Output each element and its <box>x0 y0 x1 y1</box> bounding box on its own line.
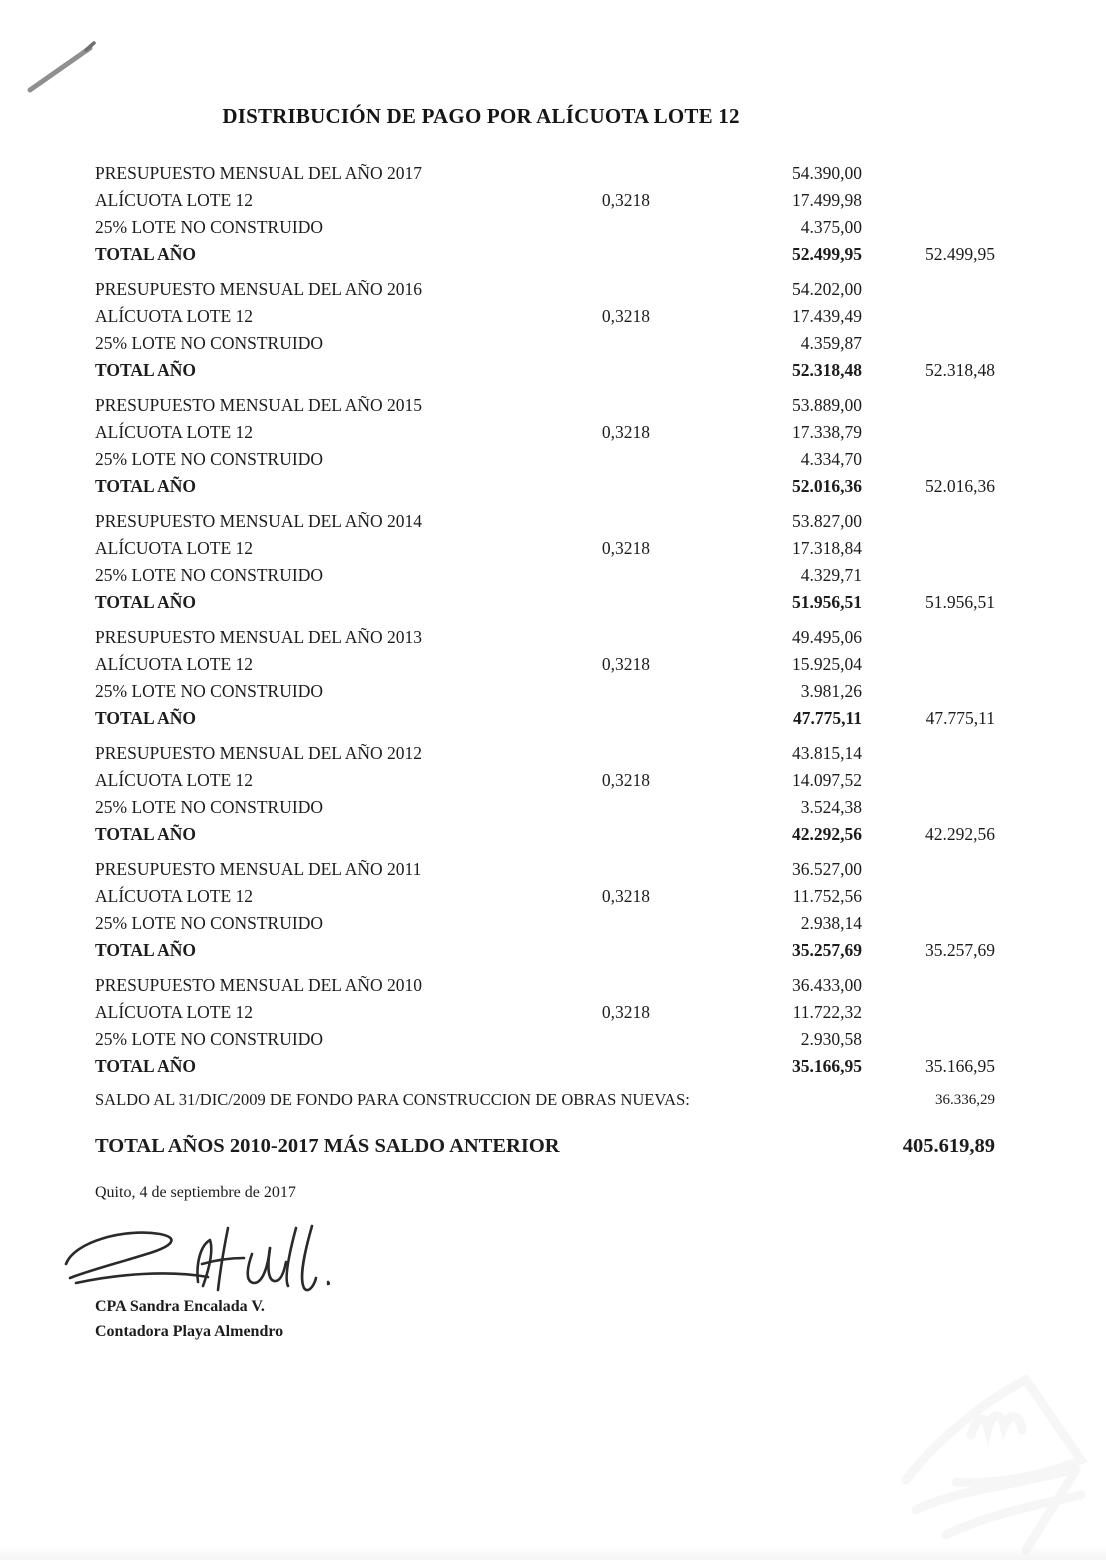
total-ano-row <box>0 705 1106 732</box>
total-ano-value-right: 52.318,48 <box>925 360 995 380</box>
alicuota-value: 11.722,32 <box>792 1002 862 1022</box>
lote-no-construido-value: 3.981,26 <box>800 681 862 701</box>
date-line: Quito, 4 de septiembre de 2017 <box>95 1184 296 1201</box>
presupuesto-value: 36.527,00 <box>792 859 862 879</box>
presupuesto-label: PRESUPUESTO MENSUAL DEL AÑO 2012 <box>95 743 423 763</box>
presupuesto-row <box>0 740 1106 767</box>
alicuota-label: ALÍCUOTA LOTE 12 <box>95 190 254 210</box>
alicuota-value: 17.439,49 <box>792 306 862 326</box>
presupuesto-row <box>0 856 1106 883</box>
total-ano-row <box>0 589 1106 616</box>
lote-no-construido-row <box>0 910 1106 937</box>
presupuesto-value: 53.889,00 <box>792 395 862 415</box>
lote-no-construido-row <box>0 678 1106 705</box>
alicuota-row <box>0 999 1106 1026</box>
total-ano-label: TOTAL AÑO <box>95 708 196 728</box>
alicuota-factor: 0,3218 <box>601 538 650 558</box>
alicuota-row <box>0 883 1106 910</box>
total-ano-label: TOTAL AÑO <box>95 244 196 264</box>
presupuesto-row <box>0 392 1106 419</box>
grand-total-value: 405.619,89 <box>902 1135 995 1157</box>
lote-no-construido-label: 25% LOTE NO CONSTRUIDO <box>95 681 323 701</box>
lote-no-construido-label: 25% LOTE NO CONSTRUIDO <box>95 565 323 585</box>
alicuota-label: ALÍCUOTA LOTE 12 <box>95 770 254 790</box>
total-ano-value-right: 42.292,56 <box>925 824 995 844</box>
lote-no-construido-row <box>0 330 1106 357</box>
presupuesto-row <box>0 508 1106 535</box>
presupuesto-label: PRESUPUESTO MENSUAL DEL AÑO 2011 <box>95 859 422 879</box>
total-ano-row <box>0 1053 1106 1080</box>
alicuota-value: 17.318,84 <box>792 538 862 558</box>
presupuesto-row <box>0 160 1106 187</box>
watermark-logo <box>876 1340 1106 1560</box>
total-ano-row <box>0 357 1106 384</box>
year-block <box>0 740 1106 849</box>
lote-no-construido-row <box>0 214 1106 241</box>
total-ano-label: TOTAL AÑO <box>95 940 196 960</box>
year-blocks <box>0 160 1106 1088</box>
alicuota-factor: 0,3218 <box>601 306 650 326</box>
alicuota-label: ALÍCUOTA LOTE 12 <box>95 1002 254 1022</box>
year-block <box>0 508 1106 617</box>
total-ano-value-right: 35.166,95 <box>925 1056 995 1076</box>
alicuota-factor: 0,3218 <box>601 190 650 210</box>
presupuesto-label: PRESUPUESTO MENSUAL DEL AÑO 2017 <box>95 163 423 183</box>
total-ano-value: 47.775,11 <box>792 708 862 728</box>
alicuota-factor: 0,3218 <box>601 1002 650 1022</box>
total-ano-value-right: 47.775,11 <box>925 708 995 728</box>
total-ano-value-right: 52.016,36 <box>925 476 995 496</box>
total-ano-value: 52.318,48 <box>792 360 862 380</box>
presupuesto-label: PRESUPUESTO MENSUAL DEL AÑO 2010 <box>95 975 423 995</box>
total-ano-value: 52.499,95 <box>792 244 862 264</box>
total-ano-row <box>0 937 1106 964</box>
grand-total-label: TOTAL AÑOS 2010-2017 MÁS SALDO ANTERIOR <box>95 1135 560 1157</box>
signer-title: Contadora Playa Almendro <box>95 1323 284 1340</box>
presupuesto-value: 36.433,00 <box>792 975 862 995</box>
total-ano-label: TOTAL AÑO <box>95 824 196 844</box>
total-ano-label: TOTAL AÑO <box>95 476 196 496</box>
alicuota-label: ALÍCUOTA LOTE 12 <box>95 422 254 442</box>
lote-no-construido-value: 4.359,87 <box>800 333 862 353</box>
scan-edge-shadow <box>0 1546 1106 1560</box>
alicuota-value: 17.338,79 <box>792 422 862 442</box>
alicuota-row <box>0 187 1106 214</box>
presupuesto-label: PRESUPUESTO MENSUAL DEL AÑO 2014 <box>95 511 423 531</box>
lote-no-construido-value: 4.329,71 <box>800 565 862 585</box>
total-ano-row <box>0 241 1106 268</box>
total-ano-value-right: 51.956,51 <box>925 592 995 612</box>
year-block <box>0 972 1106 1081</box>
presupuesto-value: 54.390,00 <box>792 163 862 183</box>
grand-total-row <box>0 1131 1106 1161</box>
alicuota-row <box>0 767 1106 794</box>
total-ano-label: TOTAL AÑO <box>95 360 196 380</box>
lote-no-construido-label: 25% LOTE NO CONSTRUIDO <box>95 449 323 469</box>
lote-no-construido-row <box>0 1026 1106 1053</box>
total-ano-label: TOTAL AÑO <box>95 592 196 612</box>
year-block <box>0 276 1106 385</box>
lote-no-construido-value: 3.524,38 <box>800 797 862 817</box>
presupuesto-row <box>0 276 1106 303</box>
total-ano-row <box>0 473 1106 500</box>
alicuota-factor: 0,3218 <box>601 770 650 790</box>
presupuesto-value: 53.827,00 <box>792 511 862 531</box>
presupuesto-label: PRESUPUESTO MENSUAL DEL AÑO 2015 <box>95 395 423 415</box>
lote-no-construido-label: 25% LOTE NO CONSTRUIDO <box>95 333 323 353</box>
total-ano-value: 35.166,95 <box>792 1056 862 1076</box>
alicuota-row <box>0 303 1106 330</box>
lote-no-construido-value: 4.334,70 <box>800 449 862 469</box>
lote-no-construido-row <box>0 446 1106 473</box>
lote-no-construido-label: 25% LOTE NO CONSTRUIDO <box>95 217 323 237</box>
alicuota-value: 17.499,98 <box>792 190 862 210</box>
presupuesto-row <box>0 624 1106 651</box>
presupuesto-label: PRESUPUESTO MENSUAL DEL AÑO 2013 <box>95 627 423 647</box>
alicuota-value: 14.097,52 <box>792 770 862 790</box>
pen-stroke-mark <box>16 28 116 98</box>
lote-no-construido-value: 2.930,58 <box>800 1029 862 1049</box>
lote-no-construido-label: 25% LOTE NO CONSTRUIDO <box>95 913 323 933</box>
total-ano-value: 51.956,51 <box>792 592 862 612</box>
saldo-label: SALDO AL 31/DIC/2009 DE FONDO PARA CONSTRUCCION DE OBRAS NUEVAS: <box>95 1090 690 1109</box>
alicuota-value: 15.925,04 <box>792 654 862 674</box>
alicuota-label: ALÍCUOTA LOTE 12 <box>95 306 254 326</box>
alicuota-factor: 0,3218 <box>601 654 650 674</box>
alicuota-value: 11.752,56 <box>792 886 862 906</box>
year-block <box>0 856 1106 965</box>
total-ano-value: 35.257,69 <box>792 940 862 960</box>
lote-no-construido-value: 2.938,14 <box>800 913 862 933</box>
lote-no-construido-row <box>0 794 1106 821</box>
presupuesto-value: 54.202,00 <box>792 279 862 299</box>
alicuota-factor: 0,3218 <box>601 422 650 442</box>
alicuota-row <box>0 419 1106 446</box>
year-block <box>0 392 1106 501</box>
page-title: DISTRIBUCIÓN DE PAGO POR ALÍCUOTA LOTE 12 <box>222 104 740 128</box>
lote-no-construido-value: 4.375,00 <box>800 217 862 237</box>
lote-no-construido-row <box>0 562 1106 589</box>
total-ano-value: 42.292,56 <box>792 824 862 844</box>
total-ano-value-right: 52.499,95 <box>925 244 995 264</box>
total-ano-value-right: 35.257,69 <box>925 940 995 960</box>
alicuota-row <box>0 535 1106 562</box>
alicuota-label: ALÍCUOTA LOTE 12 <box>95 538 254 558</box>
alicuota-label: ALÍCUOTA LOTE 12 <box>95 886 254 906</box>
total-ano-label: TOTAL AÑO <box>95 1056 196 1076</box>
presupuesto-label: PRESUPUESTO MENSUAL DEL AÑO 2016 <box>95 279 423 299</box>
saldo-row <box>0 1088 1106 1112</box>
total-ano-value: 52.016,36 <box>792 476 862 496</box>
year-block <box>0 160 1106 269</box>
lote-no-construido-label: 25% LOTE NO CONSTRUIDO <box>95 797 323 817</box>
alicuota-row <box>0 651 1106 678</box>
alicuota-label: ALÍCUOTA LOTE 12 <box>95 654 254 674</box>
presupuesto-value: 49.495,06 <box>792 627 862 647</box>
alicuota-factor: 0,3218 <box>601 886 650 906</box>
total-ano-row <box>0 821 1106 848</box>
saldo-value: 36.336,29 <box>935 1092 995 1108</box>
presupuesto-value: 43.815,14 <box>792 743 862 763</box>
presupuesto-row <box>0 972 1106 999</box>
signer-name: CPA Sandra Encalada V. <box>95 1298 265 1315</box>
year-block <box>0 624 1106 733</box>
lote-no-construido-label: 25% LOTE NO CONSTRUIDO <box>95 1029 323 1049</box>
